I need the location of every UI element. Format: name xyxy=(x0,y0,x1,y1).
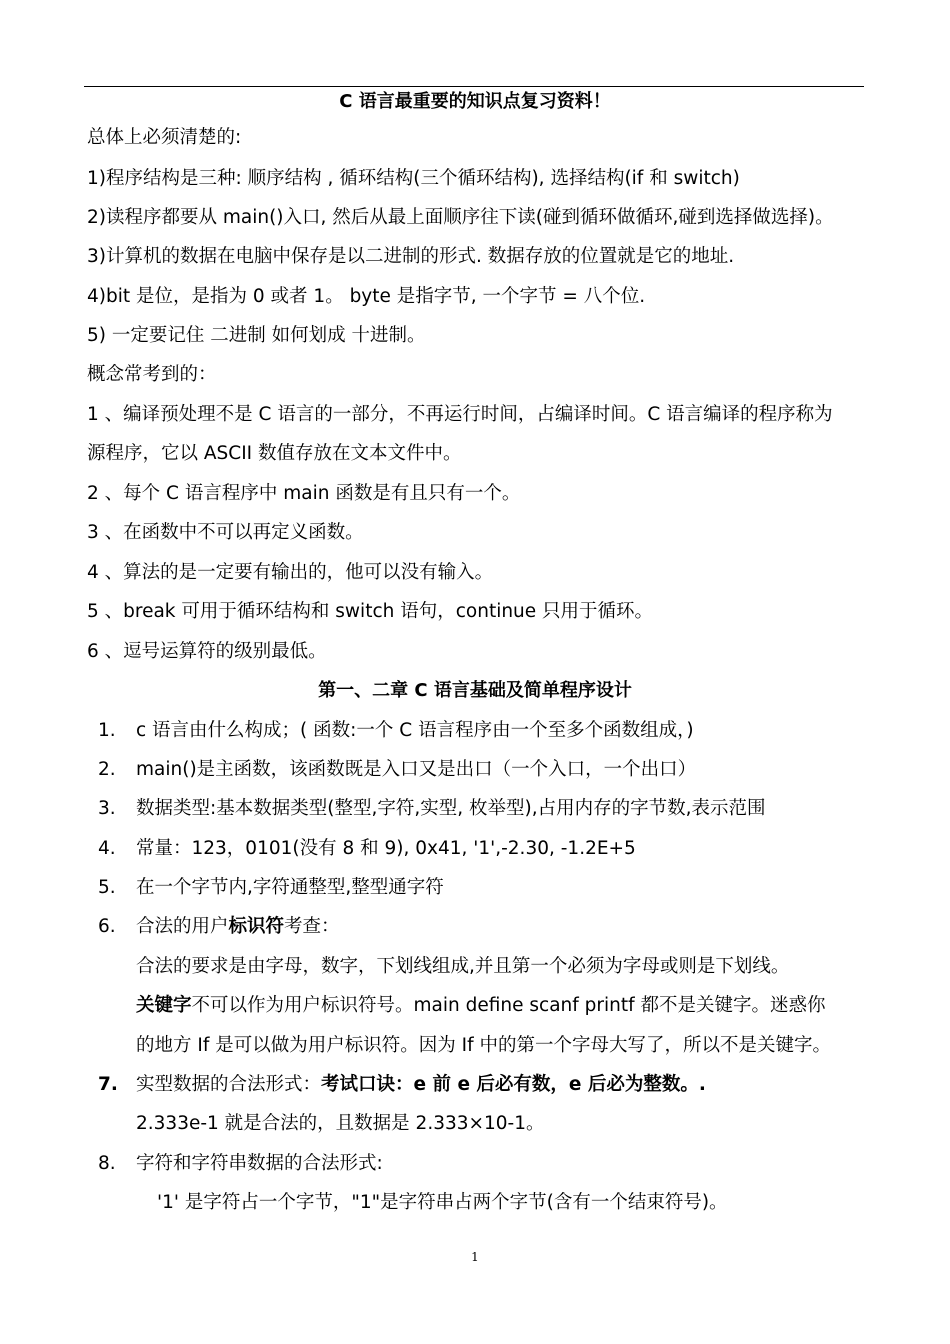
list-number-1: 1. xyxy=(98,720,116,741)
keyword-note-line-2: 的地方 If 是可以做为用户标识符。因为 If 中的第一个字母大写了，所以不是关键字。 xyxy=(136,1035,831,1056)
concept-item-6: 6 、逗号运算符的级别最低。 xyxy=(87,641,327,662)
concept-item-3: 3 、在函数中不可以再定义函数。 xyxy=(87,522,364,543)
document-title: C 语言最重要的知识点复习资料！ xyxy=(339,91,611,112)
overview-item-5: 5) 一定要记住 二进制 如何划成 十进制。 xyxy=(87,325,426,346)
overview-item-4: 4)bit 是位，是指为 0 或者 1。 byte 是指字节, 一个字节 = 八个位. xyxy=(87,286,646,307)
char-string-example: '1' 是字符占一个字节，"1"是字符串占两个字节(含有一个结束符号)。 xyxy=(157,1192,728,1213)
list-number-3: 3. xyxy=(98,798,116,819)
concept-item-5: 5 、break 可用于循环结构和 switch 语句，continue 只用于循环。 xyxy=(87,601,654,622)
concept-item-4: 4 、算法的是一定要有输出的，他可以没有输入。 xyxy=(87,562,494,583)
keyword-note-line-1 xyxy=(136,994,826,1018)
exam-mnemonic: 考试口诀：e 前 e 后必有数，e 后必为整数。. xyxy=(321,1074,706,1095)
chapter-item-6 xyxy=(136,915,340,939)
chapter-item-3: 数据类型:基本数据类型(整型,字符,实型, 枚举型),占用内存的字节数,表示范围 xyxy=(136,798,766,819)
list-number-2: 2. xyxy=(98,759,116,780)
overview-heading: 总体上必须清楚的: xyxy=(87,127,242,148)
list-number-5: 5. xyxy=(98,877,116,898)
chapter-item-8: 字符和字符串数据的合法形式: xyxy=(136,1153,383,1174)
keyword-term: 关键字 xyxy=(136,995,192,1016)
list-number-4: 4. xyxy=(98,838,116,859)
chapter-heading: 第一、二章 C 语言基础及简单程序设计 xyxy=(318,680,632,701)
header-rule xyxy=(84,86,864,87)
chapter-item-5: 在一个字节内,字符通整型,整型通字符 xyxy=(136,877,444,898)
overview-item-2: 2)读程序都要从 main()入口, 然后从最上面顺序往下读(碰到循环做循环,碰到选择做选择)。 xyxy=(87,207,834,228)
page-number: 1 xyxy=(471,1250,479,1264)
chapter-item-7-text: 实型数据的合法形式： xyxy=(136,1074,322,1095)
chapter-item-4: 常量：123，0101(没有 8 和 9), 0x41, '1',-2.30, -1.2E+5 xyxy=(136,838,636,859)
list-number-7: 7. xyxy=(98,1074,118,1095)
identifier-term: 标识符 xyxy=(228,916,285,937)
chapter-item-7 xyxy=(136,1073,706,1097)
concept-item-2: 2 、每个 C 语言程序中 main 函数是有且只有一个。 xyxy=(87,483,521,504)
chapter-item-6-text: 合法的用户 xyxy=(136,916,229,937)
overview-item-1: 1)程序结构是三种: 顺序结构 , 循环结构(三个循环结构), 选择结构(if 和 switch) xyxy=(87,168,740,189)
list-number-6: 6. xyxy=(98,916,116,937)
concepts-heading: 概念常考到的： xyxy=(87,364,217,385)
keyword-note-text: 不可以作为用户标识符号。main define scanf printf 都不是关键字。迷惑你 xyxy=(191,995,826,1016)
list-number-8: 8. xyxy=(98,1153,116,1174)
identifier-rules: 合法的要求是由字母，数字，下划线组成,并且第一个必须为字母或则是下划线。 xyxy=(136,956,790,977)
chapter-item-1: c 语言由什么构成；( 函数:一个 C 语言程序由一个至多个函数组成，) xyxy=(136,720,694,741)
chapter-item-2: main()是主函数，该函数既是入口又是出口（一个入口，一个出口） xyxy=(136,759,697,780)
overview-item-3: 3)计算机的数据在电脑中保存是以二进制的形式. 数据存放的位置就是它的地址. xyxy=(87,246,735,267)
concept-item-1-line-2: 源程序，它以 ASCII 数值存放在文本文件中。 xyxy=(87,443,462,464)
concept-item-1-line-1: 1 、编译预处理不是 C 语言的一部分，不再运行时间，占编译时间。C 语言编译的程序称为 xyxy=(87,404,833,425)
float-example: 2.333e-1 就是合法的，且数据是 2.333×10-1。 xyxy=(136,1113,545,1134)
chapter-item-6-suffix: 考查： xyxy=(284,916,340,937)
